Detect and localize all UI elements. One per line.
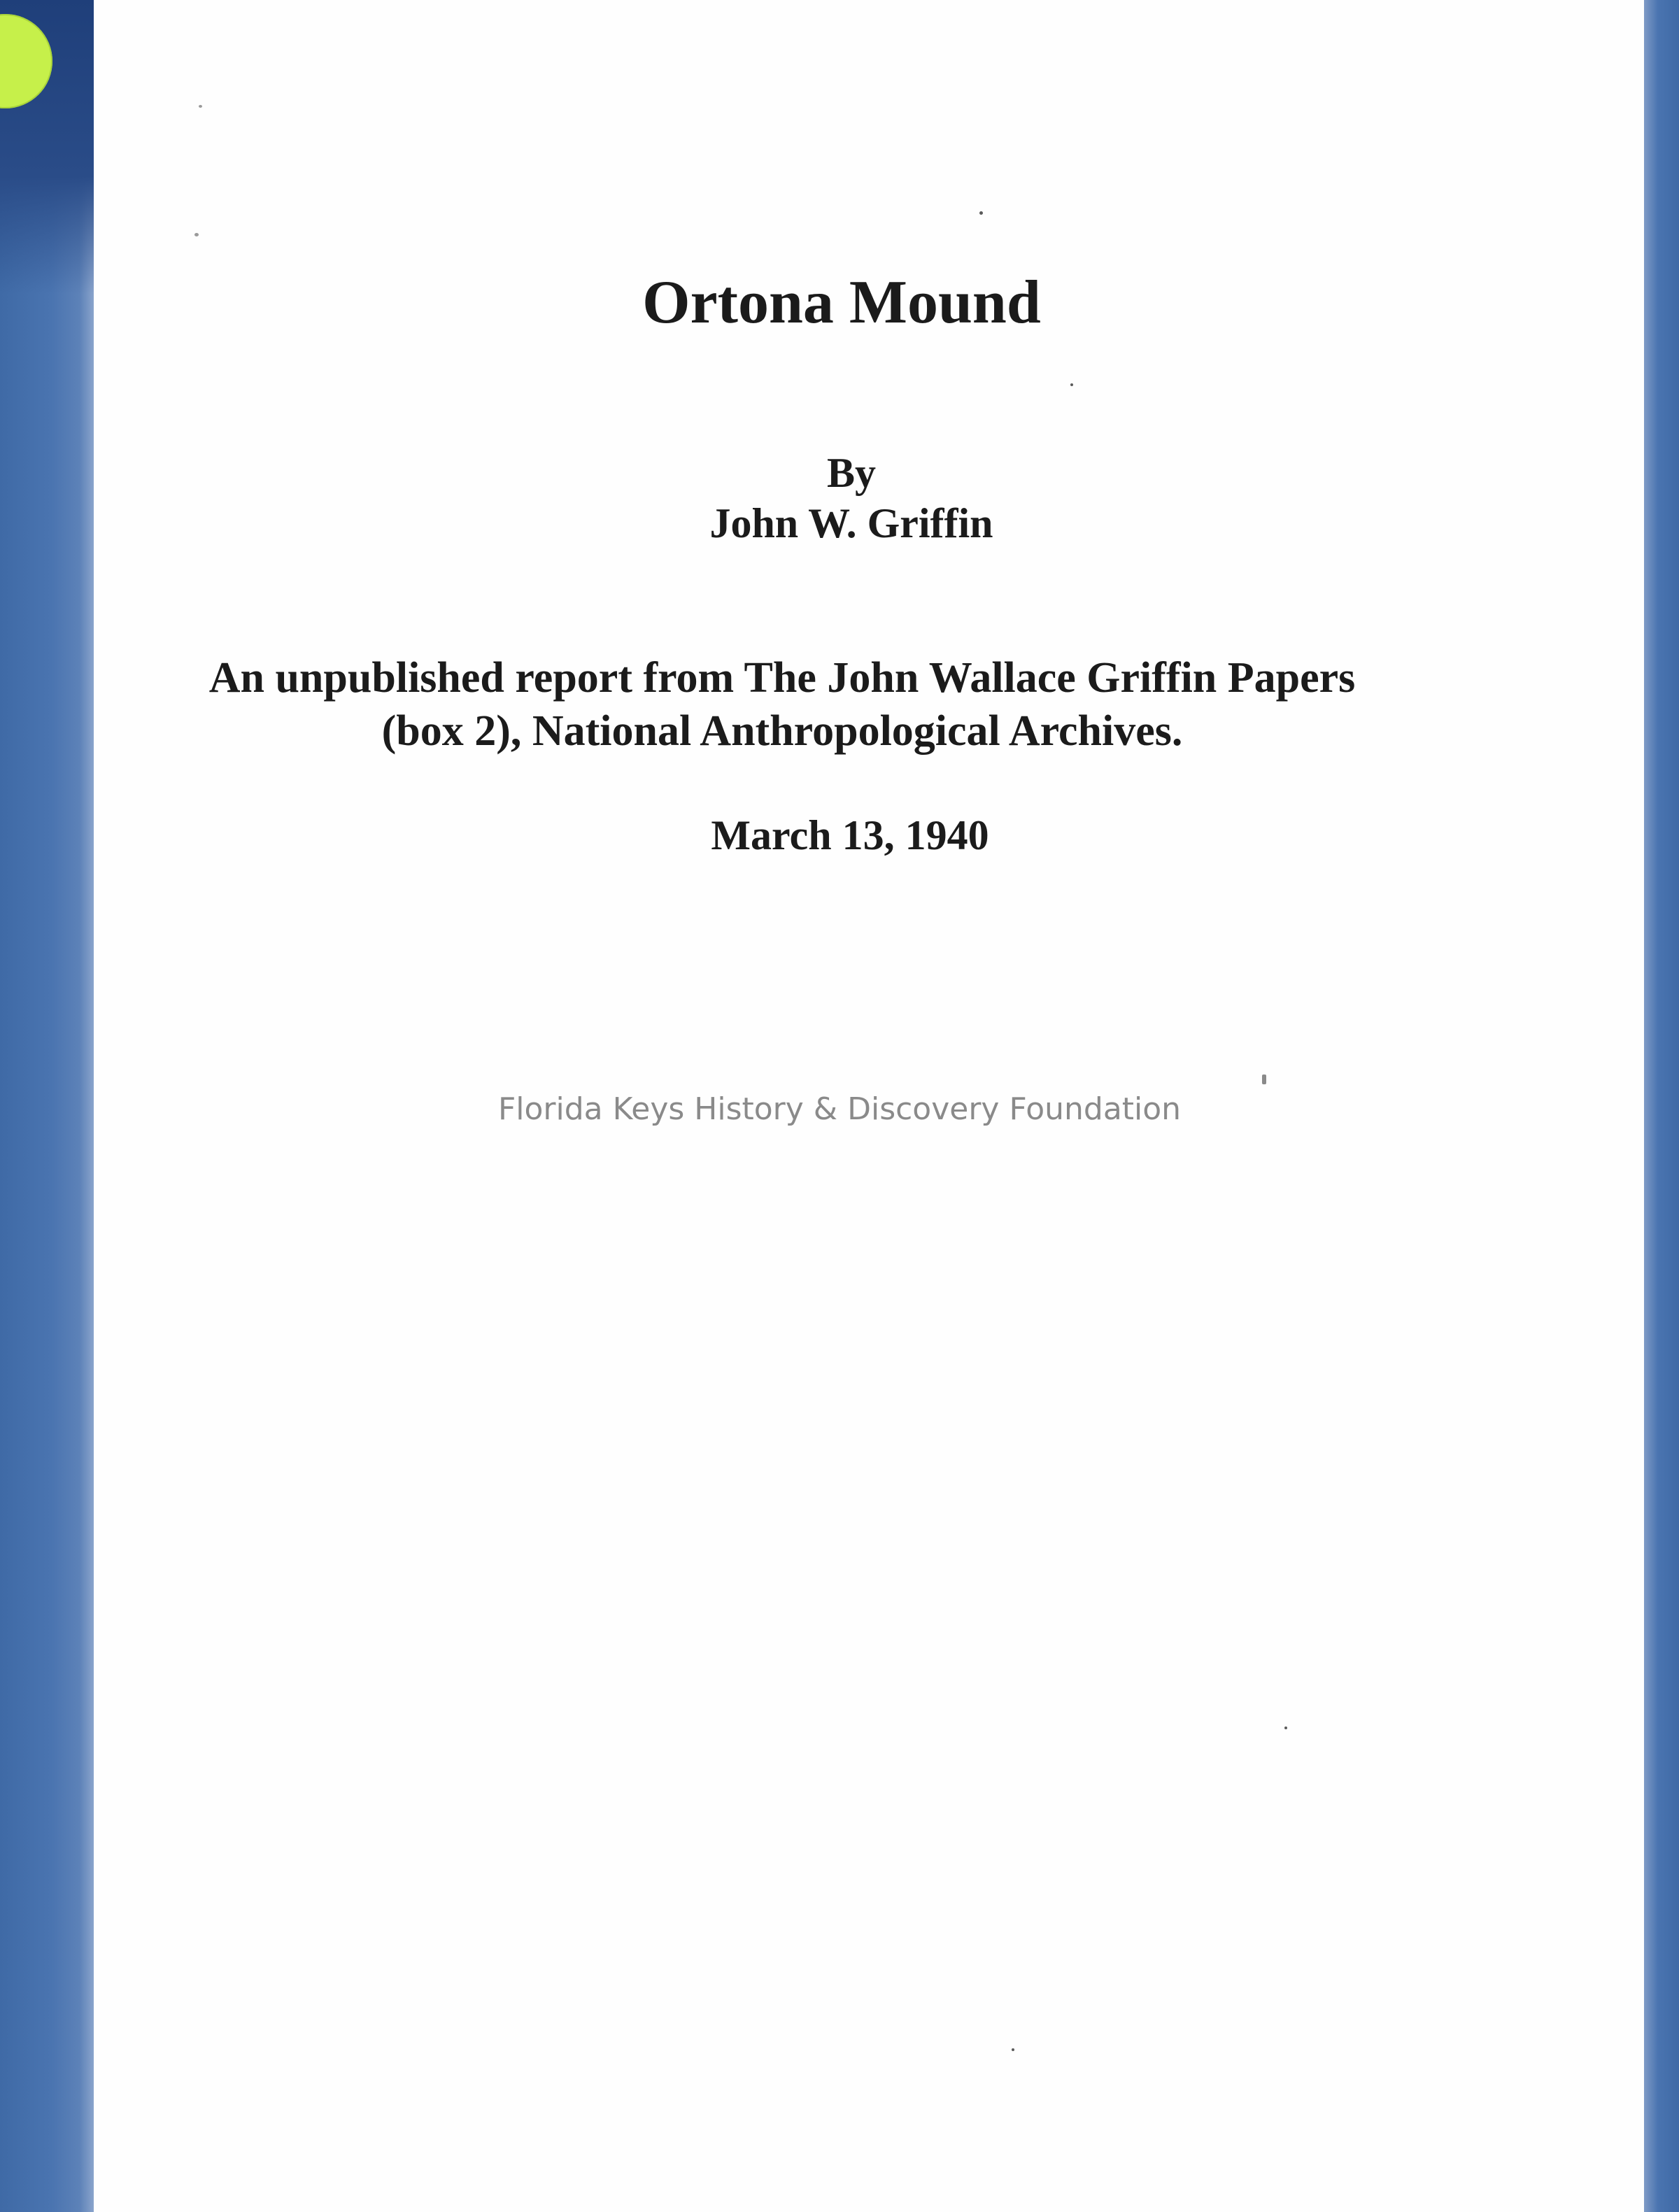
paper-speck	[1070, 383, 1073, 386]
watermark-text: Florida Keys History & Discovery Foundation	[497, 1091, 1182, 1127]
paper-speck	[979, 211, 983, 215]
document-date: March 13, 1940	[711, 812, 989, 858]
description-line-1: An unpublished report from The John Wallace Griffin Papers	[208, 654, 1356, 702]
paper-speck	[199, 105, 202, 108]
byline-prefix: By	[826, 450, 877, 496]
author-name: John W. Griffin	[709, 500, 993, 546]
paper-speck	[1012, 2048, 1014, 2051]
paper-speck	[194, 233, 199, 236]
paper-speck	[1262, 1075, 1266, 1084]
paper-speck	[1284, 1727, 1287, 1729]
document-title: Ortona Mound	[642, 269, 1041, 336]
description-line-2: (box 2), National Anthropological Archives.	[381, 707, 1183, 755]
